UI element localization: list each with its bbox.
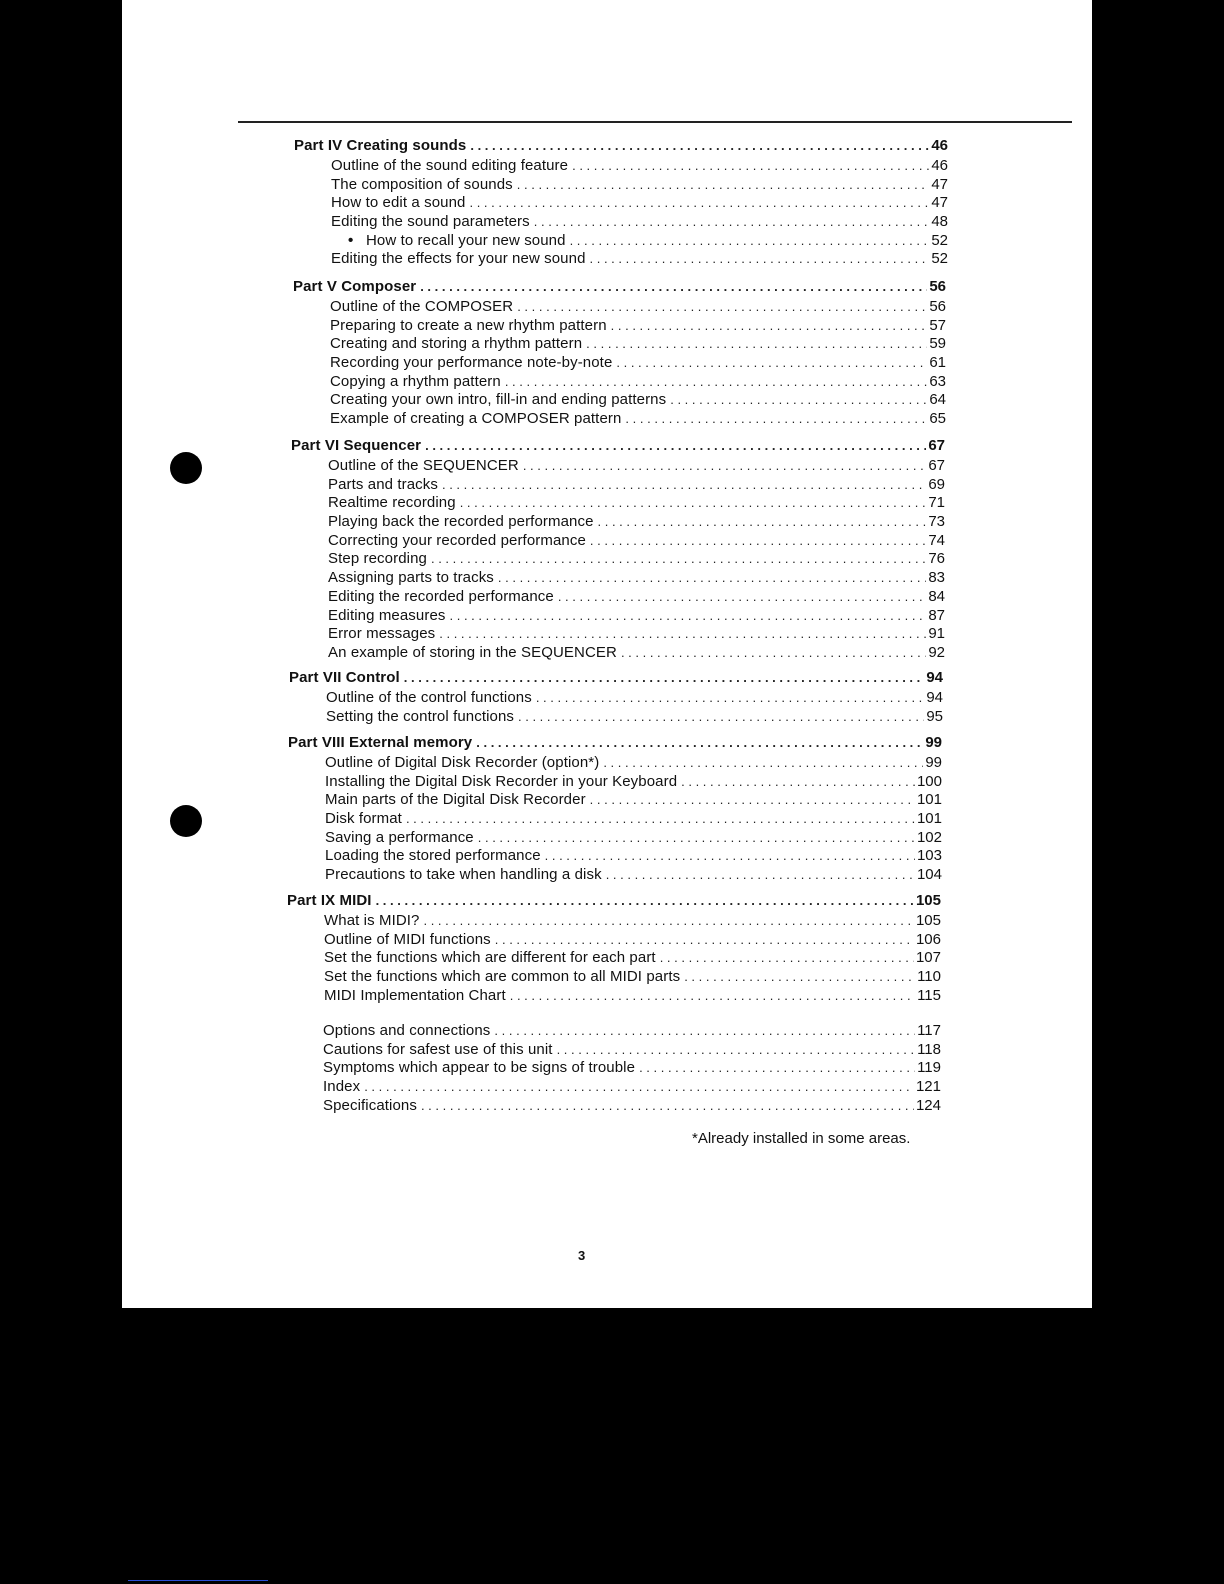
toc-entry[interactable]	[330, 298, 946, 317]
toc-entry[interactable]	[325, 810, 942, 829]
toc-heading-title: Part VII Control	[289, 669, 400, 686]
toc-entry[interactable]	[328, 607, 945, 626]
leader-dots	[404, 669, 925, 688]
toc-section-part-iv	[294, 137, 948, 269]
toc-entry-page: 73	[928, 513, 945, 531]
toc-heading[interactable]	[294, 137, 948, 157]
toc-entry-title: Specifications	[323, 1096, 417, 1114]
toc-entry-page: 87	[928, 606, 945, 624]
toc-entry[interactable]	[328, 625, 945, 644]
toc-entry-page: 65	[929, 410, 946, 428]
toc-entry-page: 47	[931, 194, 948, 212]
toc-entry[interactable]	[330, 410, 946, 429]
toc-entry-page: 57	[929, 316, 946, 334]
toc-heading[interactable]	[287, 892, 941, 912]
toc-section-part-viii	[288, 734, 942, 885]
toc-entry[interactable]	[330, 335, 946, 354]
leader-dots	[670, 391, 927, 410]
leader-dots	[616, 354, 927, 373]
toc-entry-title: Outline of the sound editing feature	[331, 157, 569, 174]
leader-dots	[590, 791, 915, 810]
document-page	[122, 0, 1092, 1308]
toc-entry[interactable]	[324, 912, 941, 931]
toc-entry-title: Loading the stored performance	[325, 847, 541, 865]
toc-entry-title: Setting the control functions	[326, 707, 515, 725]
toc-entry[interactable]	[331, 250, 948, 269]
toc-entry-page: 61	[929, 354, 946, 372]
toc-entry-page: 119	[917, 1059, 941, 1077]
toc-entry-page: 95	[926, 707, 943, 725]
toc-entry[interactable]	[325, 754, 942, 773]
toc-entry[interactable]	[328, 588, 945, 607]
toc-entry-title: Editing the recorded performance	[328, 587, 554, 605]
toc-entry-page: 67	[928, 457, 945, 474]
toc-heading-page: 46	[931, 137, 948, 154]
leader-dots	[439, 625, 926, 644]
toc-entry[interactable]	[325, 773, 942, 792]
leader-dots	[376, 892, 914, 911]
toc-heading-title: Part IX MIDI	[287, 892, 372, 909]
leader-dots	[421, 1097, 914, 1116]
leader-dots	[478, 829, 915, 848]
leader-dots	[598, 513, 927, 532]
toc-entry-title: Outline of MIDI functions	[324, 930, 491, 948]
toc-entry[interactable]	[331, 213, 948, 232]
toc-heading-page: 99	[925, 734, 942, 751]
toc-heading-title: Part V Composer	[293, 278, 417, 295]
toc-entry-title: Installing the Digital Disk Recorder in your Keyboard	[325, 772, 678, 790]
toc-entry-page: 71	[928, 494, 945, 512]
leader-dots	[505, 373, 927, 392]
toc-entry-title: Outline of the COMPOSER	[330, 298, 514, 315]
toc-entry-page: 94	[926, 689, 943, 706]
leader-dots	[498, 569, 926, 588]
toc-entry-page: 118	[917, 1040, 941, 1058]
toc-heading[interactable]	[289, 669, 943, 689]
scan-artifact-line	[128, 1580, 268, 1581]
toc-heading-page: 67	[928, 437, 945, 454]
leader-dots	[606, 866, 915, 885]
toc-entry-page: 105	[915, 912, 941, 929]
toc-entry[interactable]	[330, 373, 946, 392]
toc-entry-page: 92	[928, 643, 945, 661]
toc-entry-title: MIDI Implementation Chart	[324, 986, 506, 1004]
header-rule	[238, 121, 1072, 123]
leader-dots	[423, 912, 913, 931]
leader-dots	[639, 1059, 915, 1078]
toc-entry[interactable]	[323, 1097, 941, 1116]
toc-entry-title: Editing measures	[328, 606, 446, 624]
toc-entry-title: Correcting your recorded performance	[328, 531, 586, 549]
leader-dots	[557, 1041, 916, 1060]
toc-entry-page: 121	[915, 1078, 941, 1096]
leader-dots	[558, 588, 926, 607]
toc-entry-page: 59	[929, 335, 946, 353]
toc-entry[interactable]	[324, 987, 941, 1006]
leader-dots	[517, 176, 930, 195]
toc-entry-title: How to edit a sound	[331, 194, 466, 212]
toc-entry-title: What is MIDI?	[324, 912, 420, 929]
toc-entry[interactable]	[326, 689, 943, 708]
toc-entry-page: 103	[916, 847, 942, 865]
toc-section-part-ix	[287, 892, 941, 1005]
leader-dots	[625, 410, 927, 429]
toc-entry-title: • How to recall your new sound	[348, 232, 570, 251]
toc-entry-page: 107	[915, 949, 941, 967]
leader-dots	[442, 476, 926, 495]
binder-hole-bottom	[170, 805, 202, 837]
toc-entry-page: 74	[928, 531, 945, 549]
toc-entry-title: Saving a performance	[325, 828, 474, 846]
toc-heading[interactable]	[288, 734, 942, 754]
page-number: 3	[578, 1248, 586, 1263]
leader-dots	[523, 457, 927, 476]
page-edge	[148, 1290, 1058, 1304]
toc-entry-title: Disk format	[325, 810, 402, 828]
leader-dots	[534, 213, 930, 232]
toc-entry[interactable]	[325, 791, 942, 810]
leader-dots	[603, 754, 923, 773]
toc-entry-title: Editing the effects for your new sound	[331, 250, 586, 268]
toc-entry-page: 115	[917, 986, 941, 1004]
leader-dots	[684, 968, 915, 987]
leader-dots	[476, 734, 923, 753]
footnote: *Already installed in some areas.	[692, 1130, 911, 1147]
leader-dots	[425, 437, 926, 456]
toc-entry-page: 101	[916, 791, 942, 809]
toc-entry-page: 69	[928, 475, 945, 493]
toc-entry[interactable]	[324, 968, 941, 987]
toc-entry-title: Cautions for safest use of this unit	[323, 1040, 553, 1058]
toc-entry-page: 99	[925, 754, 942, 771]
leader-dots	[660, 949, 914, 968]
toc-entry-page: 106	[915, 930, 941, 948]
toc-entry-page: 104	[916, 866, 942, 884]
leader-dots	[545, 847, 915, 866]
leader-dots	[364, 1078, 914, 1097]
leader-dots	[494, 1022, 915, 1041]
toc-entry-title: Step recording	[328, 550, 427, 568]
toc-entry-title: Main parts of the Digital Disk Recorder	[325, 791, 586, 809]
toc-entry-page: 47	[931, 175, 948, 193]
toc-entry-page: 84	[928, 587, 945, 605]
toc-entry[interactable]	[323, 1022, 941, 1041]
toc-entry[interactable]	[331, 194, 948, 213]
toc-section-part-v	[293, 278, 946, 429]
toc-entry[interactable]	[325, 847, 942, 866]
toc-entry-page: 83	[928, 569, 945, 587]
toc-entry[interactable]	[328, 644, 945, 663]
leader-dots	[420, 278, 927, 297]
toc-entry[interactable]	[331, 232, 948, 251]
toc-entry-page: 101	[916, 810, 942, 828]
toc-entry-title: Outline of the SEQUENCER	[328, 457, 519, 474]
toc-entry-page: 91	[928, 625, 945, 643]
toc-entry[interactable]	[326, 708, 943, 727]
toc-heading-page: 105	[915, 892, 941, 909]
toc-entry-title: Set the functions which are common to all MIDI parts	[324, 968, 681, 986]
toc-entry-title: Copying a rhythm pattern	[330, 372, 501, 390]
toc-entry-title: Index	[323, 1078, 361, 1096]
toc-entry-title: Outline of Digital Disk Recorder (option*)	[325, 754, 600, 771]
toc-heading-page: 56	[929, 278, 946, 295]
toc-heading-title: Part VIII External memory	[288, 734, 473, 751]
toc-entry-title: Options and connections	[323, 1022, 491, 1039]
toc-entry-page: 52	[931, 231, 948, 249]
toc-entry-title: The composition of sounds	[331, 175, 513, 193]
toc-entry-page: 110	[917, 968, 941, 986]
toc-entry[interactable]	[324, 949, 941, 968]
toc-entry-title: Parts and tracks	[328, 475, 438, 493]
toc-entry-title: Outline of the control functions	[326, 689, 532, 706]
toc-entry-page: 76	[928, 550, 945, 568]
leader-dots	[572, 157, 929, 176]
toc-entry-title: Symptoms which appear to be signs of trouble	[323, 1059, 636, 1077]
toc-section-appendix	[323, 1022, 941, 1115]
toc-entry-title: Editing the sound parameters	[331, 213, 530, 231]
toc-section-part-vi	[291, 437, 945, 663]
toc-entry[interactable]	[331, 176, 948, 195]
leader-dots	[611, 317, 928, 336]
leader-dots	[406, 810, 915, 829]
toc-entry[interactable]	[328, 550, 945, 569]
toc-entry-title: Creating and storing a rhythm pattern	[330, 335, 583, 353]
toc-entry[interactable]	[328, 476, 945, 495]
toc-entry[interactable]	[323, 1059, 941, 1078]
toc-entry-title: Assigning parts to tracks	[328, 569, 494, 587]
toc-entry[interactable]	[325, 829, 942, 848]
leader-dots	[460, 494, 927, 513]
toc-entry[interactable]	[323, 1041, 941, 1060]
toc-heading-title: Part VI Sequencer	[291, 437, 422, 454]
leader-dots	[470, 137, 929, 156]
leader-dots	[469, 194, 929, 213]
toc-section-part-vii	[289, 669, 943, 726]
toc-entry-title: Set the functions which are different for each part	[324, 949, 656, 967]
leader-dots	[590, 250, 930, 269]
leader-dots	[431, 550, 926, 569]
toc-heading[interactable]	[291, 437, 945, 457]
toc-entry[interactable]	[330, 354, 946, 373]
binder-hole-top	[170, 452, 202, 484]
toc-entry-page: 102	[916, 828, 942, 846]
toc-entry[interactable]	[325, 866, 942, 885]
leader-dots	[510, 987, 915, 1006]
toc-entry-title: Example of creating a COMPOSER pattern	[330, 410, 622, 428]
toc-entry-title: An example of storing in the SEQUENCER	[328, 643, 617, 661]
toc-entry[interactable]	[328, 513, 945, 532]
toc-entry-title: Recording your performance note-by-note	[330, 354, 613, 372]
toc-heading-title: Part IV Creating sounds	[294, 137, 467, 154]
toc-entry-page: 52	[931, 250, 948, 268]
toc-entry-title: Precautions to take when handling a disk	[325, 866, 602, 884]
toc-entry[interactable]	[328, 569, 945, 588]
toc-entry-page: 124	[915, 1096, 941, 1114]
toc-entry-title: Error messages	[328, 625, 436, 643]
toc-entry[interactable]	[328, 532, 945, 551]
toc-entry-page: 100	[916, 772, 942, 790]
toc-entry-page: 117	[917, 1022, 941, 1039]
toc-entry[interactable]	[328, 494, 945, 513]
leader-dots	[586, 335, 927, 354]
toc-entry-title: Playing back the recorded performance	[328, 513, 594, 531]
leader-dots	[590, 532, 926, 551]
toc-entry[interactable]	[330, 391, 946, 410]
toc-entry-title: Realtime recording	[328, 494, 456, 512]
toc-entry[interactable]	[328, 457, 945, 476]
toc-entry-page: 48	[931, 213, 948, 231]
toc-entry[interactable]	[331, 157, 948, 176]
leader-dots	[681, 773, 915, 792]
toc-heading-page: 94	[926, 669, 943, 686]
toc-entry-title: Creating your own intro, fill-in and ending patterns	[330, 391, 667, 409]
leader-dots	[495, 931, 914, 950]
toc-entry-page: 64	[929, 391, 946, 409]
toc-entry-page: 56	[929, 298, 946, 315]
leader-dots	[518, 708, 924, 727]
leader-dots	[570, 232, 930, 251]
toc-heading[interactable]	[293, 278, 946, 298]
leader-dots	[536, 689, 924, 708]
toc-entry-page: 63	[929, 372, 946, 390]
leader-dots	[621, 644, 926, 663]
toc-entry[interactable]	[330, 317, 946, 336]
leader-dots	[450, 607, 927, 626]
leader-dots	[517, 298, 927, 317]
toc-entry[interactable]	[323, 1078, 941, 1097]
toc-entry-page: 46	[931, 157, 948, 174]
toc-entry-title: Preparing to create a new rhythm pattern	[330, 316, 607, 334]
toc-entry[interactable]	[324, 931, 941, 950]
